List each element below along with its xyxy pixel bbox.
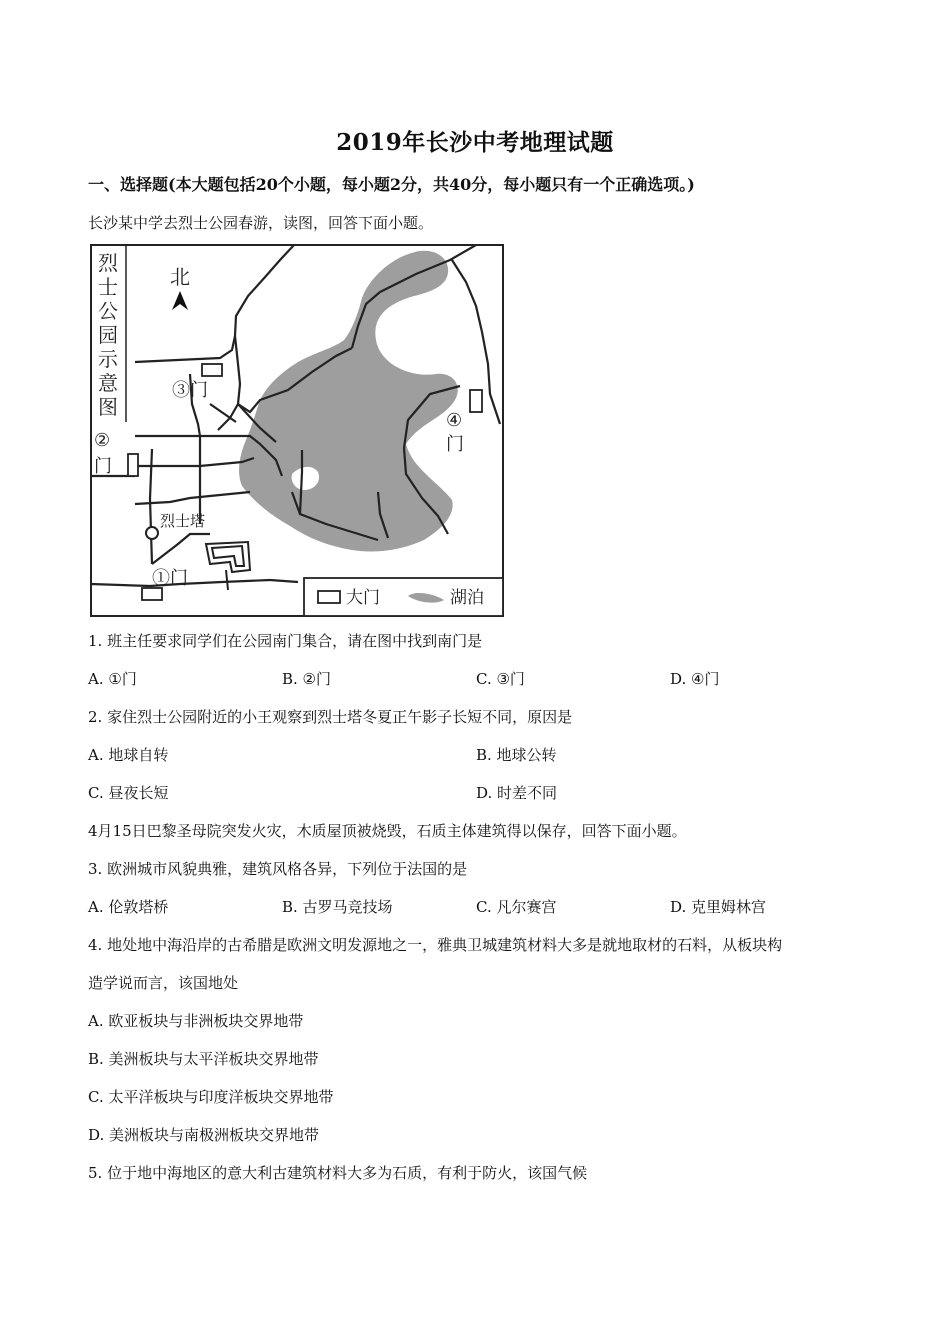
map-title-char: 园 [98,323,118,347]
map-title [98,251,119,419]
q3-option-a[interactable]: A. 伦敦塔桥 [88,898,169,916]
gate-2-char: 门 [94,456,112,477]
q2-option-a[interactable]: A. 地球自转 [88,746,169,764]
q3-option-b[interactable]: B. 古罗马竞技场 [282,898,393,916]
q2-option-d[interactable]: D. 时差不同 [476,784,558,802]
gate-1-label: ①门 [152,568,188,589]
map-title-char: 示 [98,347,118,371]
gate-3-marker [202,364,222,376]
intro-text: 长沙某中学去烈士公园春游，读图，回答下面小题。 [88,214,434,232]
q1-option-a[interactable]: A. ①门 [88,670,137,688]
question-4-stem-line2: 造学说而言，该国地处 [88,974,239,992]
north-label: 北 [170,265,190,289]
map-title-char: 公 [98,299,118,323]
q1-option-b[interactable]: B. ②门 [282,670,332,688]
q2-option-c[interactable]: C. 昼夜长短 [88,784,169,802]
question-3-stem: 3. 欧洲城市风貌典雅，建筑风格各异，下列位于法国的是 [88,860,468,878]
map-title-char: 意 [98,371,118,395]
map-title-char: 图 [98,395,118,419]
q3-option-d[interactable]: D. 克里姆林宫 [670,898,767,916]
gate-2-num: ② [94,430,111,451]
legend-gate-icon [318,591,340,603]
tower-marker [146,527,158,539]
section-heading: 一、选择题(本大题包括20个小题，每小题2分，共40分，每小题只有一个正确选项。) [88,175,695,194]
map-title-char: 烈 [98,251,118,275]
gate-3-label: ③门 [172,380,208,401]
q2-option-b[interactable]: B. 地球公转 [476,746,557,764]
q3-option-c[interactable]: C. 凡尔赛宫 [476,898,557,916]
q1-option-c[interactable]: C. ③门 [476,670,525,688]
question-5-stem: 5. 位于地中海地区的意大利古建筑材料大多为石质，有利于防火，该国气候 [88,1164,588,1182]
map-title-char: 士 [98,275,118,299]
q4-option-b[interactable]: B. 美洲板块与太平洋板块交界地带 [88,1050,319,1068]
tower-label: 烈士塔 [160,512,206,530]
page-title: 2019年长沙中考地理试题 [336,129,614,156]
legend-gate-label: 大门 [346,588,380,608]
legend-lake-label: 湖泊 [450,588,484,608]
question-1-stem: 1. 班主任要求同学们在公园南门集合，请在图中找到南门是 [88,632,483,650]
question-4-stem-line1: 4. 地处地中海沿岸的古希腊是欧洲文明发源地之一，雅典卫城建筑材料大多是就地取材的石料，从板块构 [88,936,783,954]
gate-1-marker [142,588,162,600]
q4-option-d[interactable]: D. 美洲板块与南极洲板块交界地带 [88,1126,320,1144]
gate-2-marker [128,454,138,476]
gate-4-num: ④ [446,410,463,431]
gate-4-char: 门 [446,434,464,455]
q4-option-c[interactable]: C. 太平洋板块与印度洋板块交界地带 [88,1088,334,1106]
q4-option-a[interactable]: A. 欧亚板块与非洲板块交界地带 [88,1012,304,1030]
q1-option-d[interactable]: D. ④门 [670,670,720,688]
gate-4-marker [470,390,482,412]
intro-text-2: 4月15日巴黎圣母院突发火灾，木质屋顶被烧毁，石质主体建筑得以保存，回答下面小题。 [88,822,687,840]
park-map [90,244,505,617]
question-2-stem: 2. 家住烈士公园附近的小王观察到烈士塔冬夏正午影子长短不同，原因是 [88,708,573,726]
